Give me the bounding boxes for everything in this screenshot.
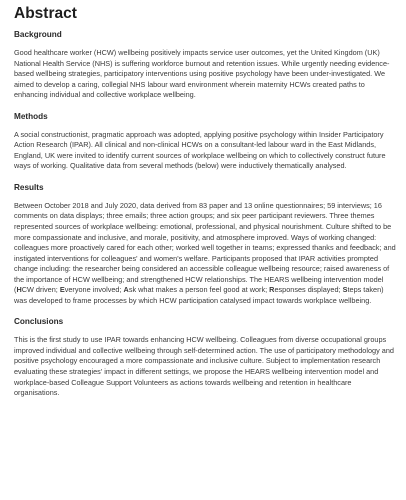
- hears-letter-s: S: [342, 285, 348, 295]
- methods-heading: Methods: [14, 111, 48, 121]
- results-text-post: ) was developed to frame processes by which HCW participation catalysed impact towards workplace wellbeing.: [14, 285, 384, 305]
- background-text: Good healthcare worker (HCW) wellbeing positively impacts service user outcomes, yet the United Kingdom (UK) National Health Service (NHS) is suffering workforce burnout and retention issues. While urgently needing evidence-based wellbeing strategies, participatory interventions using positive psychology have been under-investigated. We aimed to develop a caring, collegial NHS labour ward environment wherein maternity HCWs created paths to enhancing individual and collective workplace wellbeing.: [14, 48, 390, 100]
- results-text-pre: Between October 2018 and July 2020, data derived from 83 paper and 13 online questionnaires; 59 interviews; 16 comments on data displays; three emails; three action groups; and six peer participant reviewers. Three themes represented sources of workplace wellbeing: emotional, professional, and physical nourishment. Culture shifted to be more compassionate and inclusive, and morale, positivity, and atmosphere improved. Ways of working changed: colleagues more proactively cared for each other; worked well together in teams; expressed thanks and feedback; and instigated interventions for colleagues' and women's welfare. Participants proposed that IPAR activities prompted change including: the researcher being considered an accessible colleague wellbeing resource; raised awareness of the importance of HCW wellbeing; and strengthened HCW relationships. The HEARS wellbeing intervention model (: [14, 200, 396, 295]
- hears-word-a: sk what makes a person feel good at work;: [128, 285, 270, 295]
- hears-word-e: veryone involved;: [64, 285, 124, 295]
- results-text: [14, 201, 396, 306]
- conclusions-heading: Conclusions: [14, 317, 64, 327]
- hears-word-r: esponses displayed;: [274, 285, 343, 295]
- hears-letter-e: E: [59, 285, 65, 295]
- section-methods: [14, 111, 396, 172]
- hears-word-s: teps taken: [347, 285, 382, 295]
- methods-text: A social constructionist, pragmatic approach was adopted, applying positive psychology within Insider Participatory Action Research (IPAR). All clinical and non-clinical HCWs on a consultant-led labour ward in the East Midlands, England, UK were invited to identify current sources of workplace wellbeing on which to collectively construct future ways of working. Qualitative data from several methods (below) were inductively thematically analysed.: [14, 129, 386, 171]
- hears-word-h: CW driven;: [21, 285, 60, 295]
- hears-letter-r: R: [269, 285, 275, 295]
- hears-letter-a: A: [123, 285, 129, 295]
- hears-letter-h: H: [16, 285, 22, 295]
- section-background: [14, 29, 396, 101]
- conclusions-text: This is the first study to use IPAR towards enhancing HCW wellbeing. Colleagues from diverse occupational groups improved individual and collective wellbeing through self-determined action. The use of participatory methodology and positive psychology encouraged a more compassionate and inclusive culture. Subject to implementation research evaluating these strategies' impact in different settings, we propose the HEARS wellbeing intervention model and workplace-based Colleague Support Volunteers as actions towards wellbeing and retention in healthcare organisations.: [14, 335, 394, 398]
- section-results: [14, 182, 396, 306]
- background-heading: Background: [14, 30, 62, 39]
- results-heading: Results: [14, 182, 44, 192]
- abstract-title: Abstract: [14, 5, 77, 22]
- section-conclusions: [14, 316, 396, 398]
